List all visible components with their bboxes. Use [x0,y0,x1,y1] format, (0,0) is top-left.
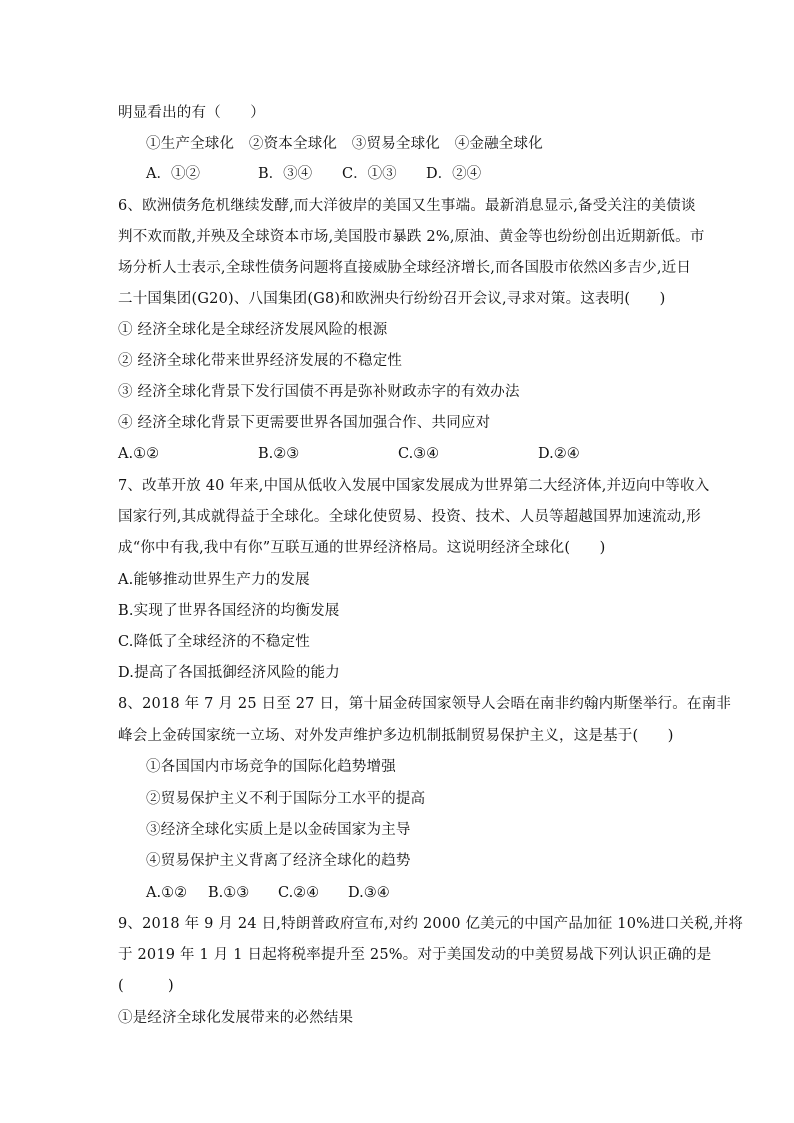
q8-item-1: ①各国国内市场竞争的国际化趋势增强 [146,759,396,775]
q8-option-b: B.①③ [208,885,250,901]
q6-option-b: B.②③ [258,446,300,462]
q8-option-a: A.①② [146,885,188,901]
q8-item-3: ③经济全球化实质上是以金砖国家为主导 [146,822,411,838]
q8-option-c: C.②④ [278,885,320,901]
q6-item-1: ① 经济全球化是全球经济发展风险的根源 [118,322,388,338]
q9-item-1: ①是经济全球化发展带来的必然结果 [118,1010,354,1026]
q5-stem-end: 明显看出的有（ ） [118,105,265,121]
q7-stem-line-1: 7、改革开放 40 年来,中国从低收入发展中国家发展成为世界第二大经济体,并迈向中等收入 [118,478,710,494]
q7-option-c: C.降低了全球经济的不稳定性 [118,634,310,650]
q6-stem-line-2: 判不欢而散,并殃及全球资本市场,美国股市暴跌 2%,原油、黄金等也纷纷创出近期新低。市 [118,229,705,245]
q8-stem-line-1: 8、2018 年 7 月 25 日至 27 日，第十届金砖国家领导人会晤在南非约翰内斯堡举行。在南非 [118,696,732,712]
q5-option-b: B．③④ [258,166,313,182]
q9-stem-line-3: ( ) [118,978,174,994]
q5-option-c: C．①③ [342,166,397,182]
q6-option-a: A.①② [118,446,160,462]
q5-option-a: A．①② [146,166,200,182]
q5-items: ①生产全球化 ②资本全球化 ③贸易全球化 ④金融全球化 [146,136,543,152]
q6-stem-line-4: 二十国集团(G20)、八国集团(G8)和欧洲央行纷纷召开会议,寻求对策。这表明( ) [118,291,666,307]
q6-option-d: D.②④ [538,446,580,462]
q6-item-2: ② 经济全球化带来世界经济发展的不稳定性 [118,353,403,369]
q6-option-c: C.③④ [398,446,440,462]
q9-stem-line-2: 于 2019 年 1 月 1 日起将税率提升至 25%。对于美国发动的中美贸易战下列认识正确的是 [118,947,712,963]
q6-stem-line-3: 场分析人士表示,全球性债务问题将直接威胁全球经济增长,而各国股市依然凶多吉少,近日 [118,260,692,276]
q6-item-3: ③ 经济全球化背景下发行国债不再是弥补财政赤字的有效办法 [118,384,520,400]
q8-item-2: ②贸易保护主义不利于国际分工水平的提高 [146,791,426,807]
q6-item-4: ④ 经济全球化背景下更需要世界各国加强合作、共同应对 [118,415,491,431]
q7-stem-line-3: 成“你中有我,我中有你”互联互通的世界经济格局。这说明经济全球化( ) [118,540,606,556]
q7-option-b: B.实现了世界各国经济的均衡发展 [118,603,340,619]
q8-stem-line-2: 峰会上金砖国家统一立场、对外发声维护多边机制抵制贸易保护主义，这是基于( ) [118,728,674,744]
q7-option-d: D.提高了各国抵御经济风险的能力 [118,665,340,681]
q8-item-4: ④贸易保护主义背离了经济全球化的趋势 [146,853,411,869]
q8-option-d: D.③④ [348,885,390,901]
q7-stem-line-2: 国家行列,其成就得益于全球化。全球化使贸易、投资、技术、人员等超越国界加速流动,形 [118,509,701,525]
q7-option-a: A.能够推动世界生产力的发展 [118,572,310,588]
q5-option-d: D．②④ [426,166,482,182]
q9-stem-line-1: 9、2018 年 9 月 24 日,特朗普政府宣布,对约 2000 亿美元的中国产品加征 10%进口关税,并将 [118,916,744,932]
q6-stem-line-1: 6、欧洲债务危机继续发酵,而大洋彼岸的美国又生事端。最新消息显示,备受关注的美债谈 [118,198,696,214]
